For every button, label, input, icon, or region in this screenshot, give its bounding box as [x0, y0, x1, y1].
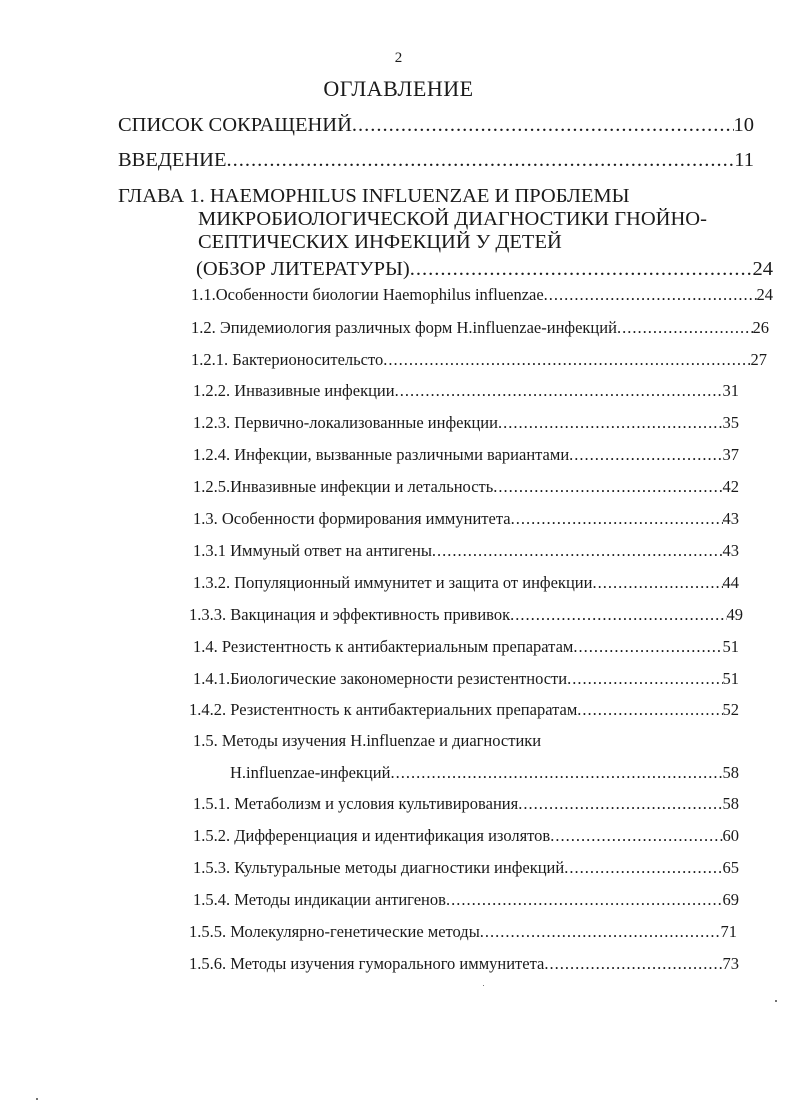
leader-dots	[480, 922, 721, 942]
toc-title: ОГЛАВЛЕНИЕ	[323, 76, 474, 101]
toc-entry-text: 1.5.6. Методы изучения гуморального иммунитета	[189, 954, 545, 973]
toc-entry-text: 1.2.2. Инвазивные инфекции	[193, 381, 395, 400]
chapter-1-line: СЕПТИЧЕСКИХ ИНФЕКЦИЙ У ДЕТЕЙ	[198, 231, 562, 253]
scan-speck	[36, 1098, 38, 1100]
toc-entry-text: 1.2. Эпидемиология различных форм H.influenzae-инфекций	[191, 318, 617, 337]
toc-entry-page: 52	[722, 700, 739, 719]
toc-subentry-1-5[interactable]	[193, 731, 753, 751]
toc-entry-page: 37	[722, 445, 739, 464]
toc-subentry[interactable]	[193, 573, 739, 593]
toc-subentry[interactable]	[193, 794, 739, 814]
toc-entry-page: 24	[752, 258, 773, 280]
chapter-1-line: ГЛАВА 1. HAEMOPHILUS INFLUENZAE И ПРОБЛЕМЫ	[118, 185, 630, 207]
toc-entry-page: 43	[722, 509, 739, 528]
toc-entry-text: (ОБЗОР ЛИТЕРАТУРЫ)	[196, 258, 410, 280]
toc-entry-page: 73	[722, 954, 739, 973]
toc-entry-page: 44	[722, 573, 739, 592]
toc-entry-text: СПИСОК СОКРАЩЕНИЙ	[118, 114, 352, 136]
toc-entry-page: 69	[722, 890, 739, 909]
leader-dots	[573, 637, 722, 657]
chapter-1-line: МИКРОБИОЛОГИЧЕСКОЙ ДИАГНОСТИКИ ГНОЙНО-	[198, 208, 707, 230]
toc-entry-page: 65	[722, 858, 739, 877]
toc-subentry[interactable]	[193, 826, 739, 846]
leader-dots	[446, 890, 723, 910]
leader-dots	[569, 445, 722, 465]
toc-entry-page: 49	[726, 605, 743, 624]
toc-subentry[interactable]	[191, 318, 769, 338]
leader-dots	[550, 826, 722, 846]
leader-dots	[564, 858, 722, 878]
toc-subentry[interactable]	[193, 541, 739, 561]
toc-entry-page: 60	[722, 826, 739, 845]
toc-subentry[interactable]	[193, 858, 739, 878]
toc-subentry[interactable]	[189, 700, 739, 720]
toc-entry-text: 1.5.4. Методы индикации антигенов	[193, 890, 446, 909]
leader-dots	[510, 605, 726, 625]
toc-subentry[interactable]	[191, 285, 773, 305]
leader-dots	[544, 954, 722, 974]
toc-entry-introduction[interactable]	[118, 149, 754, 172]
page-number: 2	[394, 50, 403, 66]
toc-entry-page: 11	[734, 149, 754, 171]
leader-dots	[390, 763, 722, 783]
leader-dots	[518, 794, 722, 814]
toc-entry-text: 1.5.3. Культуральные методы диагностики инфекций	[193, 858, 565, 877]
toc-subentry[interactable]	[193, 890, 739, 910]
toc-entry-text: 1.5.1. Метаболизм и условия культивирования	[193, 794, 519, 813]
toc-entry-page: 51	[722, 669, 739, 688]
toc-entry-text: 1.4.2. Резистентность к антибактериальних препаратам	[189, 700, 578, 719]
toc-entry-page: 58	[722, 794, 739, 813]
toc-entry-text: 1.2.3. Первично-локализованные инфекции	[193, 413, 498, 432]
leader-dots	[383, 350, 750, 370]
toc-subentry[interactable]	[193, 413, 739, 433]
toc-entry-page: 51	[722, 637, 739, 656]
toc-entry-page: 35	[722, 413, 739, 432]
toc-entry-page: 42	[722, 477, 739, 496]
toc-entry-text: H.influenzae-инфекций	[230, 763, 391, 782]
toc-entry-text: ВВЕДЕНИЕ	[118, 149, 227, 171]
toc-subentry[interactable]	[191, 350, 767, 370]
chapter-1-entry[interactable]	[196, 258, 773, 281]
toc-subentry[interactable]	[193, 381, 739, 401]
toc-subentry[interactable]	[189, 954, 739, 974]
toc-entry-text: 1.2.1. Бактерионосительсто	[191, 350, 384, 369]
toc-entry-page: 10	[733, 114, 754, 136]
toc-entry-text: 1.5.2. Дифференциация и идентификация изолятов	[193, 826, 551, 845]
leader-dots	[567, 669, 722, 689]
toc-entry-page: 26	[752, 318, 769, 337]
leader-dots	[617, 318, 753, 338]
scan-speck	[775, 1000, 777, 1002]
toc-entry-text: 1.3.1 Иммуный ответ на антигены	[193, 541, 432, 560]
toc-entry-text: 1.5.5. Молекулярно-генетические методы	[189, 922, 480, 941]
toc-entry-page: 31	[722, 381, 739, 400]
toc-entry-text: 1.3.3. Вакцинация и эффективность прививок	[189, 605, 511, 624]
toc-subentry-1-5-cont[interactable]	[230, 763, 739, 783]
leader-dots	[410, 258, 753, 281]
toc-subentry[interactable]	[189, 605, 743, 625]
scan-speck	[483, 985, 484, 986]
toc-entry-text: 1.1.Особенности биологии Haemophilus influenzae	[191, 285, 544, 304]
toc-subentry[interactable]	[193, 637, 739, 657]
toc-entry-text: 1.3.2. Популяционный иммунитет и защита от инфекции	[193, 573, 593, 592]
toc-subentry[interactable]	[193, 669, 739, 689]
leader-dots	[511, 509, 723, 529]
leader-dots	[592, 573, 722, 593]
toc-entry-text: 1.2.4. Инфекции, вызванные различными вариантами	[193, 445, 570, 464]
toc-entry-page: 27	[750, 350, 767, 369]
toc-subentry[interactable]	[193, 445, 739, 465]
toc-entry-text: 1.4.1.Биологические закономерности резистентности	[193, 669, 568, 688]
leader-dots	[352, 114, 734, 137]
toc-entry-text: 1.4. Резистентность к антибактериальным препаратам	[193, 637, 574, 656]
leader-dots	[498, 413, 723, 433]
toc-entry-page: 71	[720, 922, 737, 941]
toc-entry-abbreviations[interactable]	[118, 114, 754, 137]
leader-dots	[493, 477, 722, 497]
leader-dots	[432, 541, 723, 561]
toc-subentry[interactable]	[193, 477, 739, 497]
leader-dots	[395, 381, 723, 401]
toc-entry-page: 43	[722, 541, 739, 560]
leader-dots	[544, 285, 757, 305]
toc-subentry[interactable]	[189, 922, 737, 942]
toc-entry-text: 1.5. Методы изучения H.influenzae и диагностики	[193, 731, 542, 750]
toc-entry-text: 1.3. Особенности формирования иммунитета	[193, 509, 511, 528]
leader-dots	[577, 700, 722, 720]
toc-subentry[interactable]	[193, 509, 739, 529]
toc-entry-page: 24	[756, 285, 773, 304]
leader-dots	[227, 149, 735, 172]
chapter-1-heading[interactable]	[118, 185, 707, 254]
toc-entry-text: 1.2.5.Инвазивные инфекции и летальность	[193, 477, 494, 496]
toc-entry-page: 58	[722, 763, 739, 782]
